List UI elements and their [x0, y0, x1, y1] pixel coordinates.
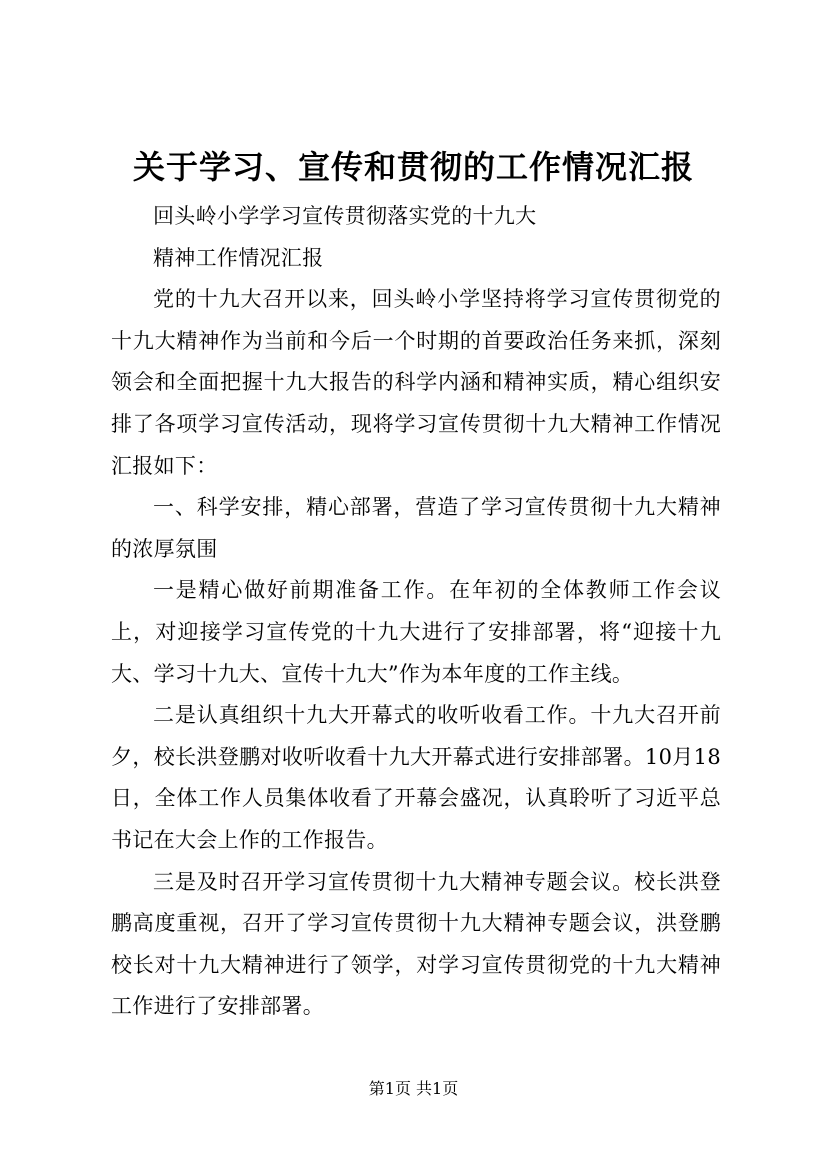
paragraph-item-3: 三是及时召开学习宣传贯彻十九大精神专题会议。校长洪登鹏高度重视，召开了学习宣传贯彻十九大精神专题会议，洪登鹏校长对十九大精神进行了领学，对学习宣传贯彻党的十九大精神工作进行了安排部署。 [111, 869, 721, 1019]
document-title: 关于学习、宣传和贯彻的工作情况汇报 [132, 148, 694, 186]
document-body [111, 196, 721, 1028]
subtitle-line-1: 回头岭小学学习宣传贯彻落实党的十九大 [153, 204, 537, 228]
section-heading: 一、科学安排，精心部署，营造了学习宣传贯彻十九大精神的浓厚氛围 [111, 495, 721, 561]
paragraph-item-1: 一是精心做好前期准备工作。在年初的全体教师工作会议上，对迎接学习宣传党的十九大进行了安排部署，将“迎接十九大、学习十九大、宣传十九大”作为本年度的工作主线。 [111, 578, 721, 686]
paragraph-item-2: 二是认真组织十九大开幕式的收听收看工作。十九大召开前夕，校长洪登鹏对收听收看十九大开幕式进行安排部署。10月18日，全体工作人员集体收看了开幕会盛况，认真聆听了习近平总书记在大会上作的工作报告。 [111, 703, 721, 852]
paragraph-intro: 党的十九大召开以来，回头岭小学坚持将学习宣传贯彻党的十九大精神作为当前和今后一个时期的首要政治任务来抓，深刻领会和全面把握十九大报告的科学内涵和精神实质，精心组织安排了各项学习宣传活动，现将学习宣传贯彻十九大精神工作情况汇报如下： [111, 287, 721, 478]
subtitle-line-2: 精神工作情况汇报 [153, 245, 324, 270]
page-footer: 第1页 共1页 [368, 1079, 459, 1098]
